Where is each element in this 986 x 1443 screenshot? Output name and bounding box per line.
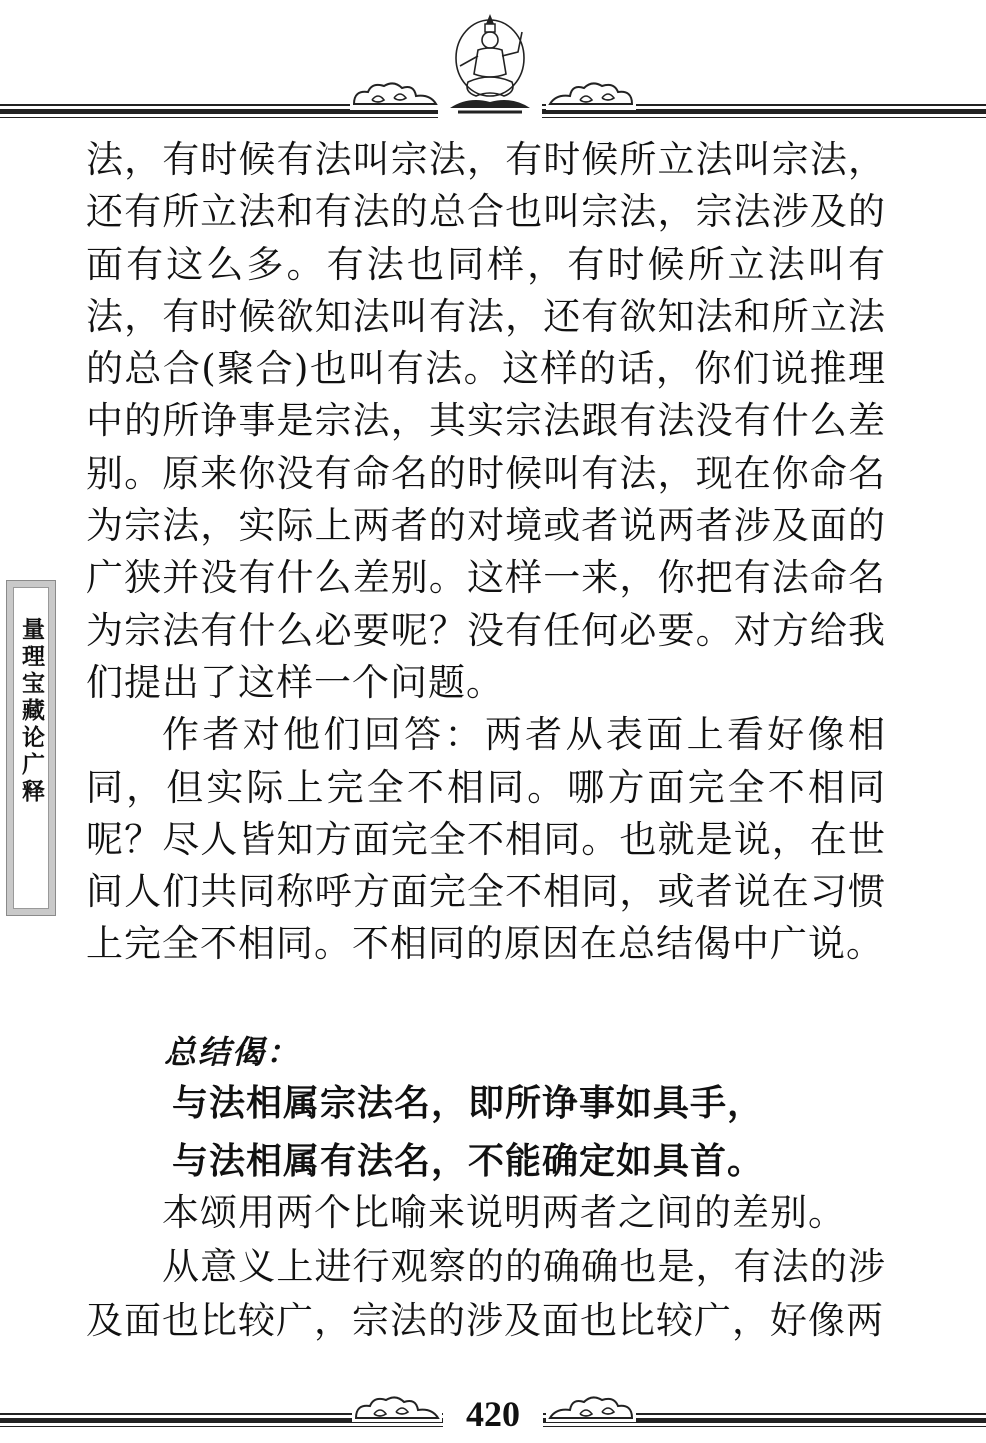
verse-line: 与法相属宗法名，即所诤事如具手， — [172, 1083, 765, 1124]
commentary — [86, 1186, 886, 1348]
verse-heading: 总结偈： — [164, 1033, 301, 1071]
cloud-ornament-icon — [350, 80, 440, 110]
cloud-ornament-icon — [352, 1392, 442, 1422]
book-title: 量理宝藏论广释 — [18, 617, 44, 806]
paragraph: 从意义上进行观察的的确确也是，有法的涉及面也比较广，宗法的涉及面也比较广，好像两 — [86, 1245, 886, 1342]
paragraph: 法，有时候有法叫宗法，有时候所立法叫宗法，还有所立法和有法的总合也叫宗法，宗法涉及的面有这么多。有法也同样，有时候所立法叫有法，有时候欲知法叫有法，还有欲知法和所立法的总合(聚合)也叫有法。这样的话，你们说推理中的所诤事是宗法，其实宗法跟有法没有什么差别。原来你没有命名的时候叫有法，现在你命名为宗法，实际上两者的对境或者说两者涉及面的广狭并没有什么差别。这样一来，你把有法命名为宗法有什么必要呢？没有任何必要。对方给我们提出了这样一个问题。 — [86, 138, 886, 704]
body-text — [86, 134, 886, 971]
deity-figure-icon — [438, 12, 542, 118]
paragraph: 作者对他们回答：两者从表面上看好像相同，但实际上完全不相同。哪方面完全不相同呢？尽人皆知方面完全不相同。也就是说，在世间人们共同称呼方面完全不相同，或者说在习惯上完全不相同。不相同的原因在总结偈中广说。 — [86, 713, 886, 966]
paragraph: 本颂用两个比喻来说明两者之间的差别。 — [162, 1191, 846, 1234]
page-number: 420 — [443, 1392, 543, 1436]
verse-line: 与法相属有法名，不能确定如具首。 — [172, 1141, 765, 1182]
cloud-ornament-icon — [546, 1392, 636, 1422]
cloud-ornament-icon — [546, 80, 636, 110]
side-tab — [6, 580, 56, 916]
